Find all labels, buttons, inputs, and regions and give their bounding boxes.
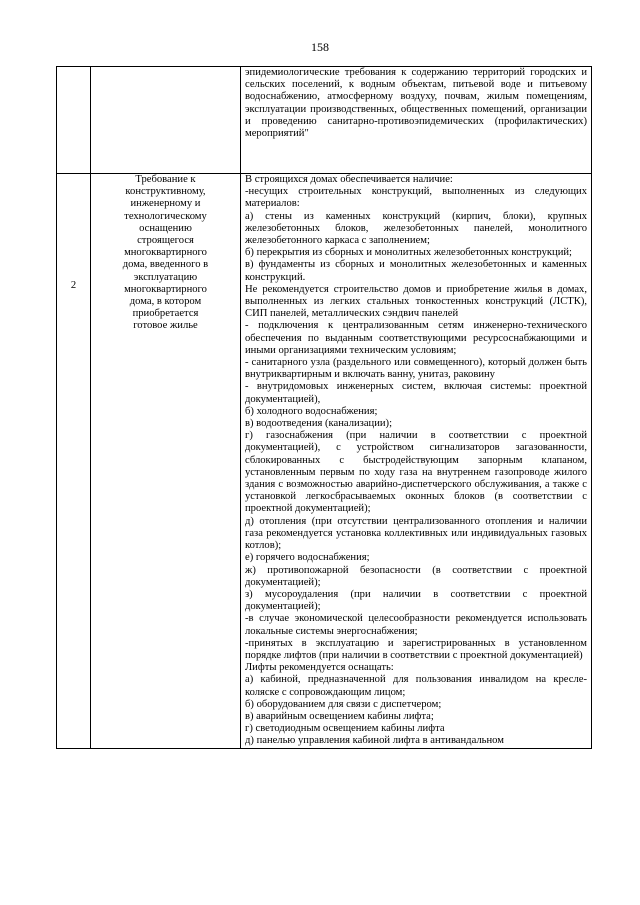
content-paragraph: -в случае экономической целесообразности рекомендуется использовать локальные системы энергоснабжения; — [245, 613, 587, 637]
content-paragraph: эпидемиологические требования к содержанию территорий городских и сельских поселений, к водным объектам, питьевой воде и питьевому водоснабжению, атмосферному воздуху, почвам, жилым помещениям, эксплуатации производственных, общественных помещений, организации и проведению санитарно-противоэпидемических (профилактических) мероприятий" — [245, 67, 587, 140]
content-paragraph: - внутридомовых инженерных систем, включая системы: проектной документацией), — [245, 381, 587, 405]
row-number-cell — [57, 67, 91, 174]
table-row — [57, 174, 592, 749]
content-paragraph: е) горячего водоснабжения; — [245, 552, 370, 564]
requirement-content-cell — [241, 174, 592, 749]
content-paragraph: б) перекрытия из сборных и монолитных железобетонных конструкций; — [245, 247, 572, 259]
content-paragraph: г) газоснабжения (при наличии в соответствии с проектной документацией), с устройством сигнализаторов загазованности, сблокированных с быстродействующим запорным клапаном, установленным первым по ходу газа на внутреннем газопроводе жилого здания с возможностью аварийно-диспетчерского обслуживания, а также с установкой легкосбрасываемых оконных блоков (в соответствии с проектной документацией); — [245, 430, 587, 515]
requirements-table — [56, 66, 592, 749]
content-paragraph: - подключения к централизованным сетям инженерно-технического обеспечения по выданным соответствующими ресурсоснабжающими и иными организациями техническим условиям; — [245, 320, 587, 356]
content-paragraph: - санитарного узла (раздельного или совмещенного), который должен быть внутриквартирным и включать ванну, унитаз, раковину — [245, 357, 587, 381]
content-paragraph: в) водоотведения (канализации); — [245, 418, 393, 430]
content-paragraph: а) кабиной, предназначенной для пользования инвалидом на кресле-коляске с сопровождающим лицом; — [245, 674, 587, 698]
content-paragraph: Не рекомендуется строительство домов и приобретение жилья в домах, выполненных из легких стальных тонкостенных конструкций (ЛСТК), СИП панелей, металлических сэндвич панелей — [245, 283, 587, 320]
content-paragraph: в) фундаменты из сборных и монолитных железобетонных и каменных конструкций. — [245, 259, 587, 283]
row-number-cell: 2 — [57, 174, 91, 749]
requirement-title: Требование к конструктивному, инженерному и технологическому оснащению строящегося многоквартирного дома, введенного в эксплуатацию многоквартирного дома, в котором приобретается готовое жилье — [122, 174, 209, 332]
content-paragraph: д) панелью управления кабиной лифта в антивандальном — [245, 735, 504, 747]
content-paragraph: д) отопления (при отсутствии централизованного отопления и наличии газа рекомендуется установка коллективных или индивидуальных газовых котлов); — [245, 515, 587, 552]
content-paragraph: Лифты рекомендуется оснащать: — [245, 662, 394, 674]
requirement-title-cell — [91, 67, 241, 174]
content-paragraph: В строящихся домах обеспечивается наличие: — [245, 174, 453, 185]
table-row — [57, 67, 592, 174]
content-paragraph: б) холодного водоснабжения; — [245, 405, 378, 417]
content-paragraph: в) аварийным освещением кабины лифта; — [245, 710, 434, 722]
page-number: 158 — [311, 40, 329, 54]
content-paragraph: -несущих строительных конструкций, выполненных из следующих материалов: — [245, 186, 587, 210]
content-paragraph: а) стены из каменных конструкций (кирпич, блоки), крупных железобетонных блоков, железобетонных панелей, монолитного железобетонного каркаса с заполнением; — [245, 210, 587, 247]
content-paragraph: з) мусороудаления (при наличии в соответствии с проектной документацией); — [245, 588, 587, 613]
requirement-content-cell — [241, 67, 592, 174]
requirement-title-cell — [91, 174, 241, 749]
content-paragraph: ж) противопожарной безопасности (в соответствии с проектной документацией); — [245, 564, 587, 588]
content-paragraph: -принятых в эксплуатацию и зарегистрированных в установленном порядке лифтов (при наличии в соответствии с проектной документацией) — [245, 637, 587, 661]
content-paragraph: г) светодиодным освещением кабины лифта — [245, 723, 445, 735]
content-paragraph: б) оборудованием для связи с диспетчером; — [245, 698, 442, 710]
